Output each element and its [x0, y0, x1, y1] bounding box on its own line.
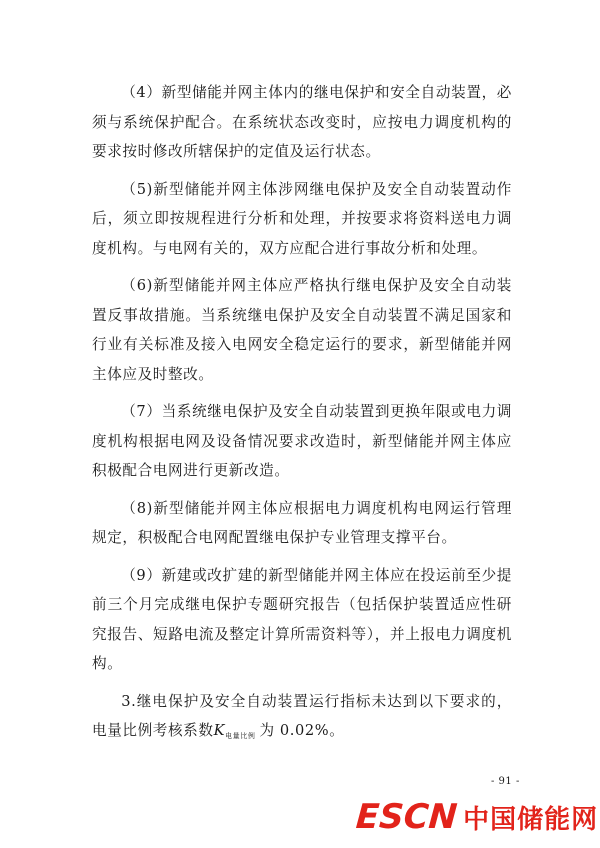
watermark-latin: ESCN — [354, 797, 459, 837]
paragraph-8: （8)新型储能并网主体应根据电力调度机构电网运行管理规定，积极配合电网配置继电保护专业管理支撑平台。 — [92, 499, 512, 546]
section-3-value: 为 0.02%。 — [259, 722, 345, 739]
k-coefficient-symbol: K — [213, 722, 226, 739]
page-number: - 91 - — [491, 776, 520, 787]
paragraph-4: （4）新型储能并网主体内的继电保护和安全自动装置，必须与系统保护配合。在系统状态改变时，应按电力调度机构的要求按时修改所辖保护的定值及运行状态。 — [92, 84, 512, 160]
k-coefficient-subscript: 电量比例 — [225, 732, 256, 740]
paragraph-6: （6)新型储能并网主体应严格执行继电保护及安全自动装置反事故措施。当系统继电保护及安全自动装置不满足国家和行业有关标准及接入电网安全稳定运行的要求，新型储能并网主体应及时整改。 — [92, 277, 512, 383]
document-body — [92, 78, 512, 760]
escn-watermark — [356, 796, 598, 838]
section-3-text: 3.继电保护及安全自动装置运行指标未达到以下要求的，电量比例考核系数 — [92, 692, 512, 739]
paragraph-7: （7）当系统继电保护及安全自动装置到更换年限或电力调度机构根据电网及设备情况要求改造时，新型储能并网主体应积极配合电网进行更新改造。 — [92, 403, 512, 479]
paragraph-9: （9）新建或改扩建的新型储能并网主体应在投运前至少提前三个月完成继电保护专题研究报告（包括保护装置适应性研究报告、短路电流及整定计算所需资料等），并上报电力调度机构。 — [92, 566, 512, 672]
watermark-chinese: 中国储能网 — [463, 804, 599, 835]
paragraph-section-3 — [92, 687, 512, 752]
paragraph-5: （5)新型储能并网主体涉网继电保护及安全自动装置动作后，须立即按规程进行分析和处理，并按要求将资料送电力调度机构。与电网有关的，双方应配合进行事故分析和处理。 — [92, 180, 512, 257]
